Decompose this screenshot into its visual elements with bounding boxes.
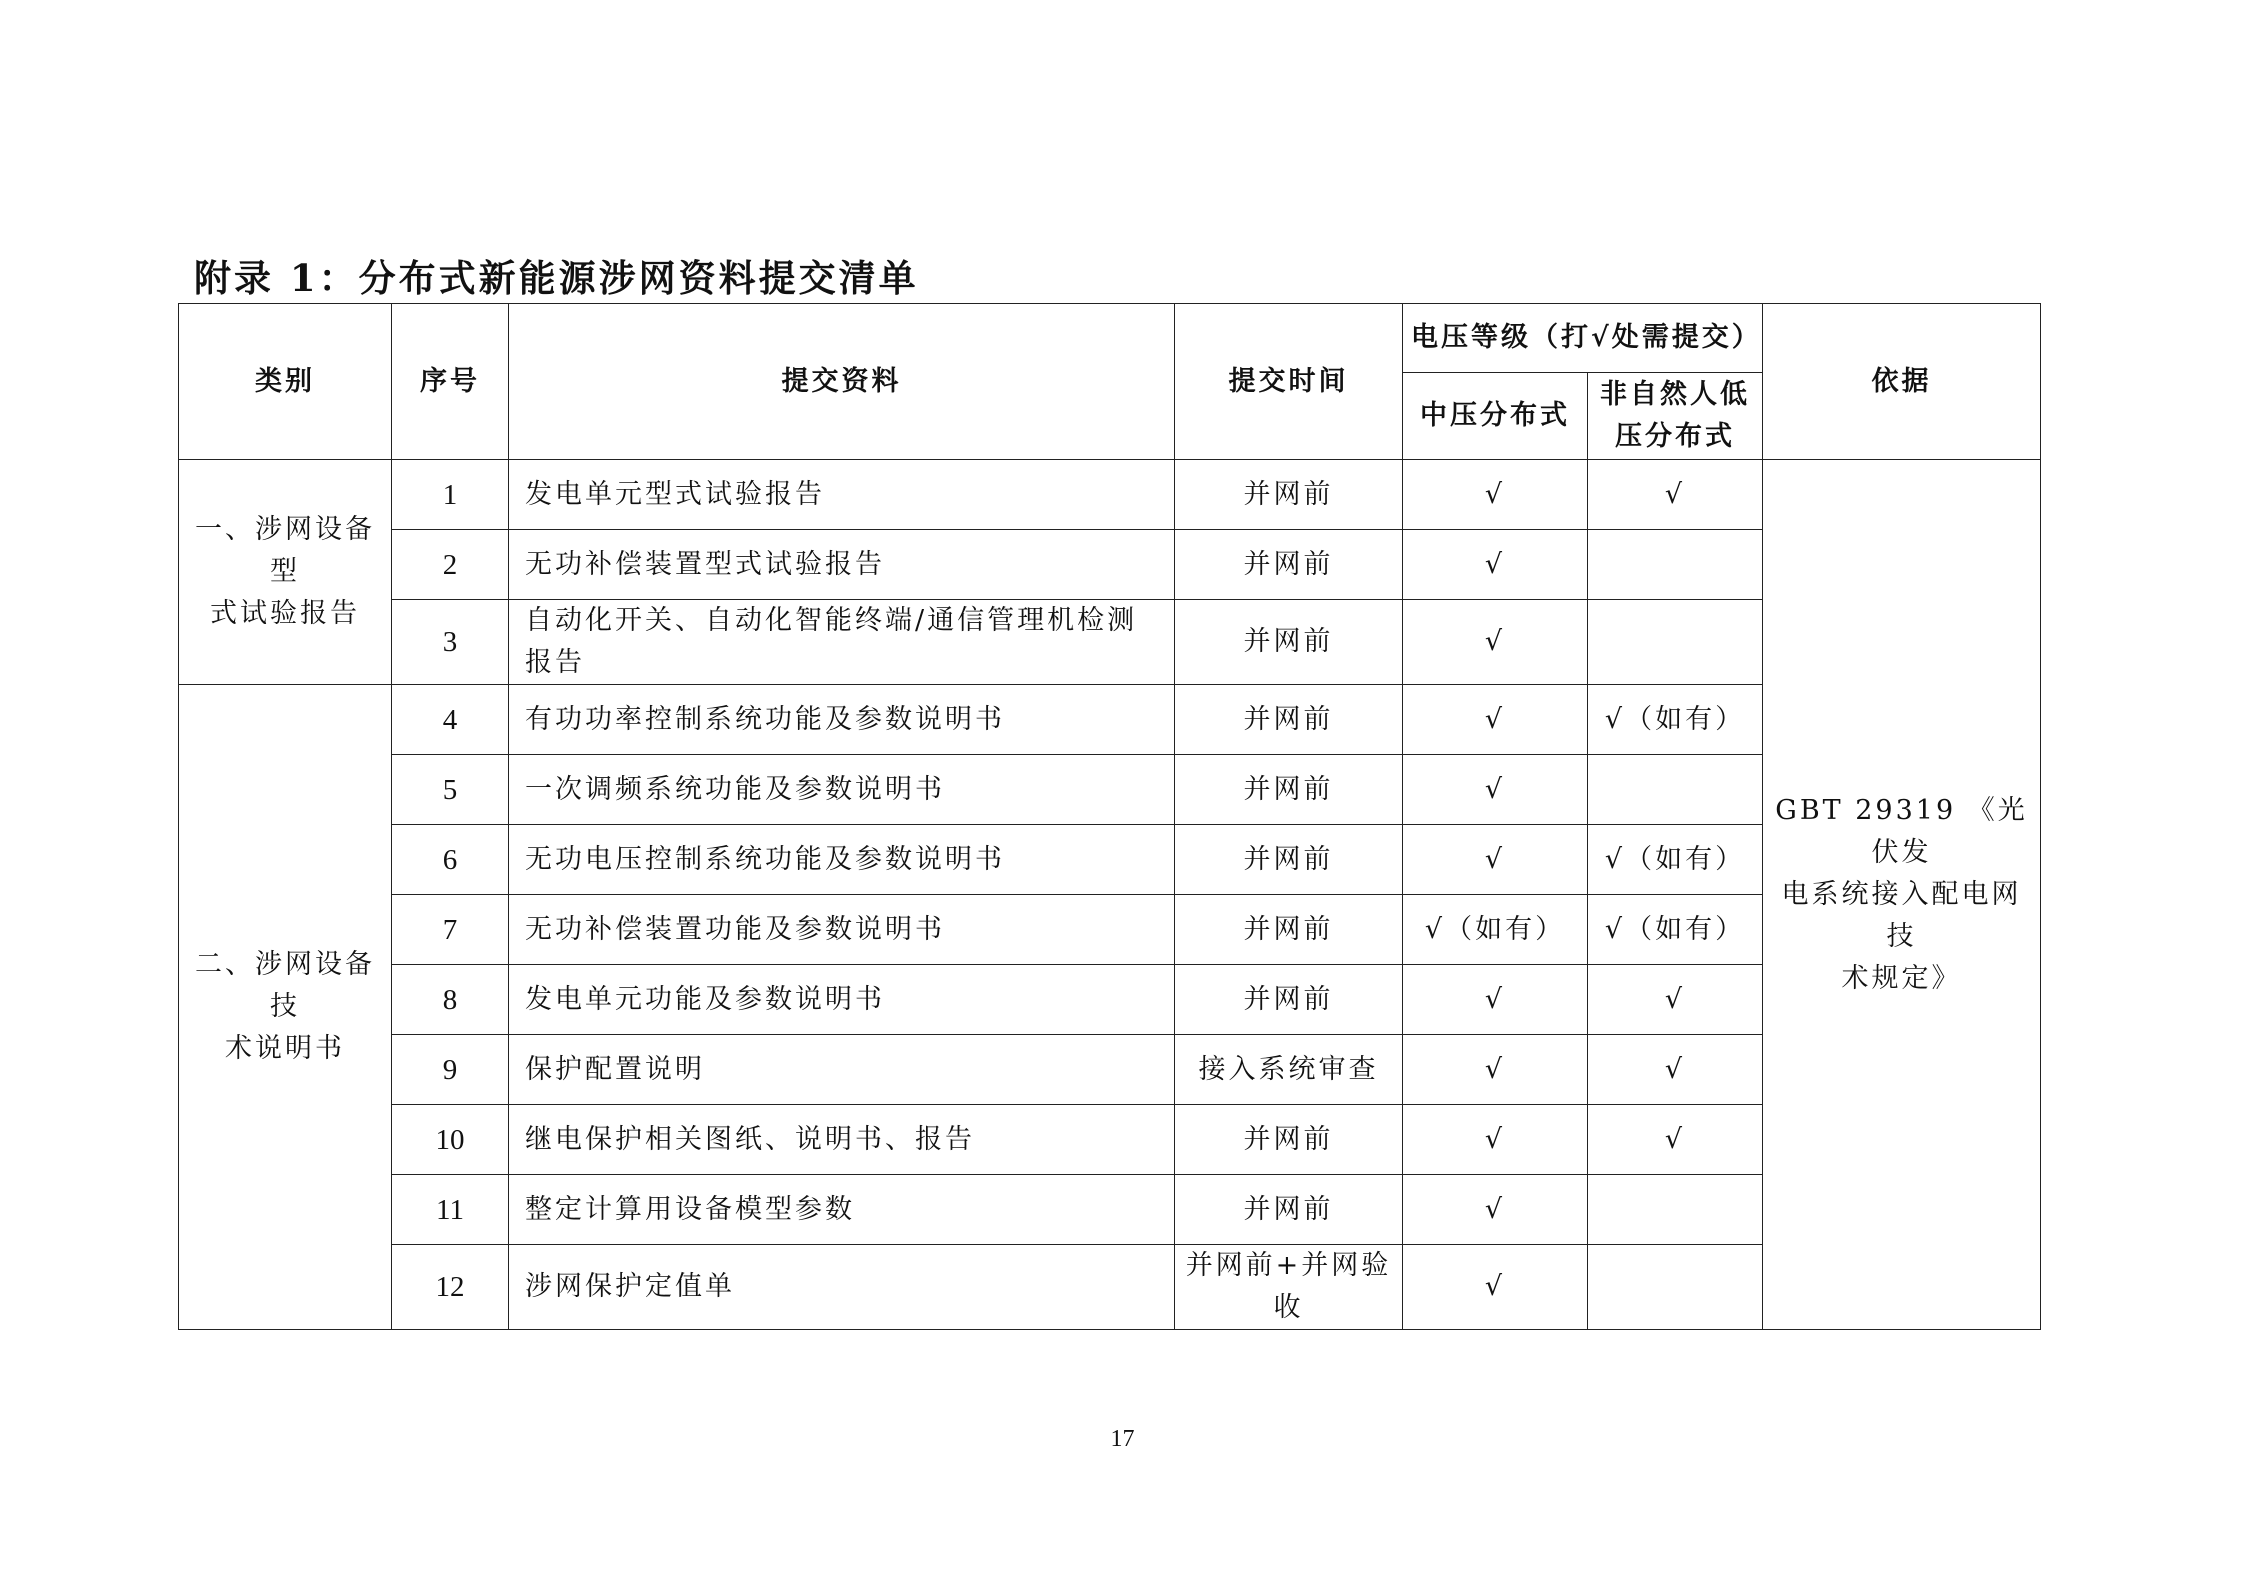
material-cell: 自动化开关、自动化智能终端/通信管理机检测报告: [509, 600, 1175, 685]
lv-cell: [1588, 600, 1763, 685]
header-material: 提交资料: [509, 304, 1175, 460]
header-seq: 序号: [392, 304, 509, 460]
material-cell: 无功补偿装置功能及参数说明书: [509, 895, 1175, 965]
mv-cell: √: [1403, 1245, 1588, 1330]
table-row: [179, 1245, 2041, 1330]
material-cell: 继电保护相关图纸、说明书、报告: [509, 1105, 1175, 1175]
time-cell: 并网前: [1175, 460, 1403, 530]
time-cell: 并网前: [1175, 965, 1403, 1035]
lv-cell: √: [1588, 460, 1763, 530]
category-cell-2: [179, 685, 392, 1330]
time-cell: 并网前: [1175, 530, 1403, 600]
seq-cell: 2: [392, 530, 509, 600]
time-cell: 接入系统审查: [1175, 1035, 1403, 1105]
time-line2: 收: [1273, 1292, 1304, 1323]
table-row: [179, 530, 2041, 600]
seq-cell: 8: [392, 965, 509, 1035]
seq-cell: 10: [392, 1105, 509, 1175]
category-2-line1: 二、涉网设备技: [195, 949, 375, 1022]
header-row: [179, 304, 2041, 373]
mv-cell: √: [1403, 530, 1588, 600]
mv-cell: √: [1403, 600, 1588, 685]
time-cell: [1175, 1245, 1403, 1330]
seq-cell: 6: [392, 825, 509, 895]
lv-cell: √（如有）: [1588, 685, 1763, 755]
header-basis: 依据: [1763, 304, 2041, 460]
mv-cell: √: [1403, 1175, 1588, 1245]
table-row: [179, 755, 2041, 825]
basis-cell: [1763, 460, 2041, 1330]
mv-cell: √: [1403, 825, 1588, 895]
time-cell: 并网前: [1175, 755, 1403, 825]
time-cell: 并网前: [1175, 685, 1403, 755]
seq-cell: 3: [392, 600, 509, 685]
page-number: 17: [1110, 1426, 1135, 1452]
category-cell-1: [179, 460, 392, 685]
seq-cell: 9: [392, 1035, 509, 1105]
lv-cell: √: [1588, 1035, 1763, 1105]
mv-cell: √（如有）: [1403, 895, 1588, 965]
lv-cell: [1588, 1245, 1763, 1330]
time-cell: 并网前: [1175, 825, 1403, 895]
table-row: [179, 1035, 2041, 1105]
lv-cell: √: [1588, 965, 1763, 1035]
seq-cell: 5: [392, 755, 509, 825]
material-cell: 有功功率控制系统功能及参数说明书: [509, 685, 1175, 755]
lv-cell: [1588, 1175, 1763, 1245]
seq-cell: 11: [392, 1175, 509, 1245]
table-row: [179, 1105, 2041, 1175]
lv-cell: [1588, 755, 1763, 825]
lv-cell: √（如有）: [1588, 895, 1763, 965]
table-row: [179, 685, 2041, 755]
mv-cell: √: [1403, 460, 1588, 530]
header-mv: 中压分布式: [1403, 373, 1588, 460]
header-voltage-group: 电压等级（打√处需提交）: [1403, 304, 1763, 373]
material-cell: 涉网保护定值单: [509, 1245, 1175, 1330]
time-cell: 并网前: [1175, 895, 1403, 965]
header-category: 类别: [179, 304, 392, 460]
table-row: [179, 460, 2041, 530]
mv-cell: √: [1403, 1035, 1588, 1105]
basis-line1: GBT 29319 《光伏发: [1775, 794, 2028, 868]
basis-line2: 电系统接入配电网技: [1781, 878, 2022, 952]
basis-line3: 术规定》: [1841, 962, 1962, 994]
header-time: 提交时间: [1175, 304, 1403, 460]
lv-cell: √（如有）: [1588, 825, 1763, 895]
mv-cell: √: [1403, 755, 1588, 825]
header-lv: [1588, 373, 1763, 460]
seq-cell: 12: [392, 1245, 509, 1330]
category-1-line2: 式试验报告: [210, 598, 360, 629]
time-cell: 并网前: [1175, 1105, 1403, 1175]
category-2-line2: 术说明书: [225, 1033, 345, 1064]
materials-table: [178, 303, 2041, 1330]
mv-cell: √: [1403, 965, 1588, 1035]
material-cell: 无功补偿装置型式试验报告: [509, 530, 1175, 600]
table-row: [179, 825, 2041, 895]
material-cell: 发电单元型式试验报告: [509, 460, 1175, 530]
material-cell: 发电单元功能及参数说明书: [509, 965, 1175, 1035]
table-row: [179, 895, 2041, 965]
material-cell: 一次调频系统功能及参数说明书: [509, 755, 1175, 825]
lv-cell: √: [1588, 1105, 1763, 1175]
time-line1: 并网前+并网验: [1185, 1250, 1392, 1281]
seq-cell: 7: [392, 895, 509, 965]
time-cell: 并网前: [1175, 1175, 1403, 1245]
table-row: [179, 600, 2041, 685]
material-cell: 无功电压控制系统功能及参数说明书: [509, 825, 1175, 895]
header-lv-line2: 压分布式: [1615, 421, 1735, 452]
time-cell: 并网前: [1175, 600, 1403, 685]
page-title: 附录 1：分布式新能源涉网资料提交清单: [194, 256, 919, 300]
material-cell: 保护配置说明: [509, 1035, 1175, 1105]
material-cell: 整定计算用设备模型参数: [509, 1175, 1175, 1245]
mv-cell: √: [1403, 1105, 1588, 1175]
lv-cell: [1588, 530, 1763, 600]
mv-cell: √: [1403, 685, 1588, 755]
header-lv-line1: 非自然人低: [1600, 379, 1750, 410]
seq-cell: 1: [392, 460, 509, 530]
seq-cell: 4: [392, 685, 509, 755]
category-1-line1: 一、涉网设备型: [195, 514, 375, 587]
table-row: [179, 965, 2041, 1035]
table-row: [179, 1175, 2041, 1245]
